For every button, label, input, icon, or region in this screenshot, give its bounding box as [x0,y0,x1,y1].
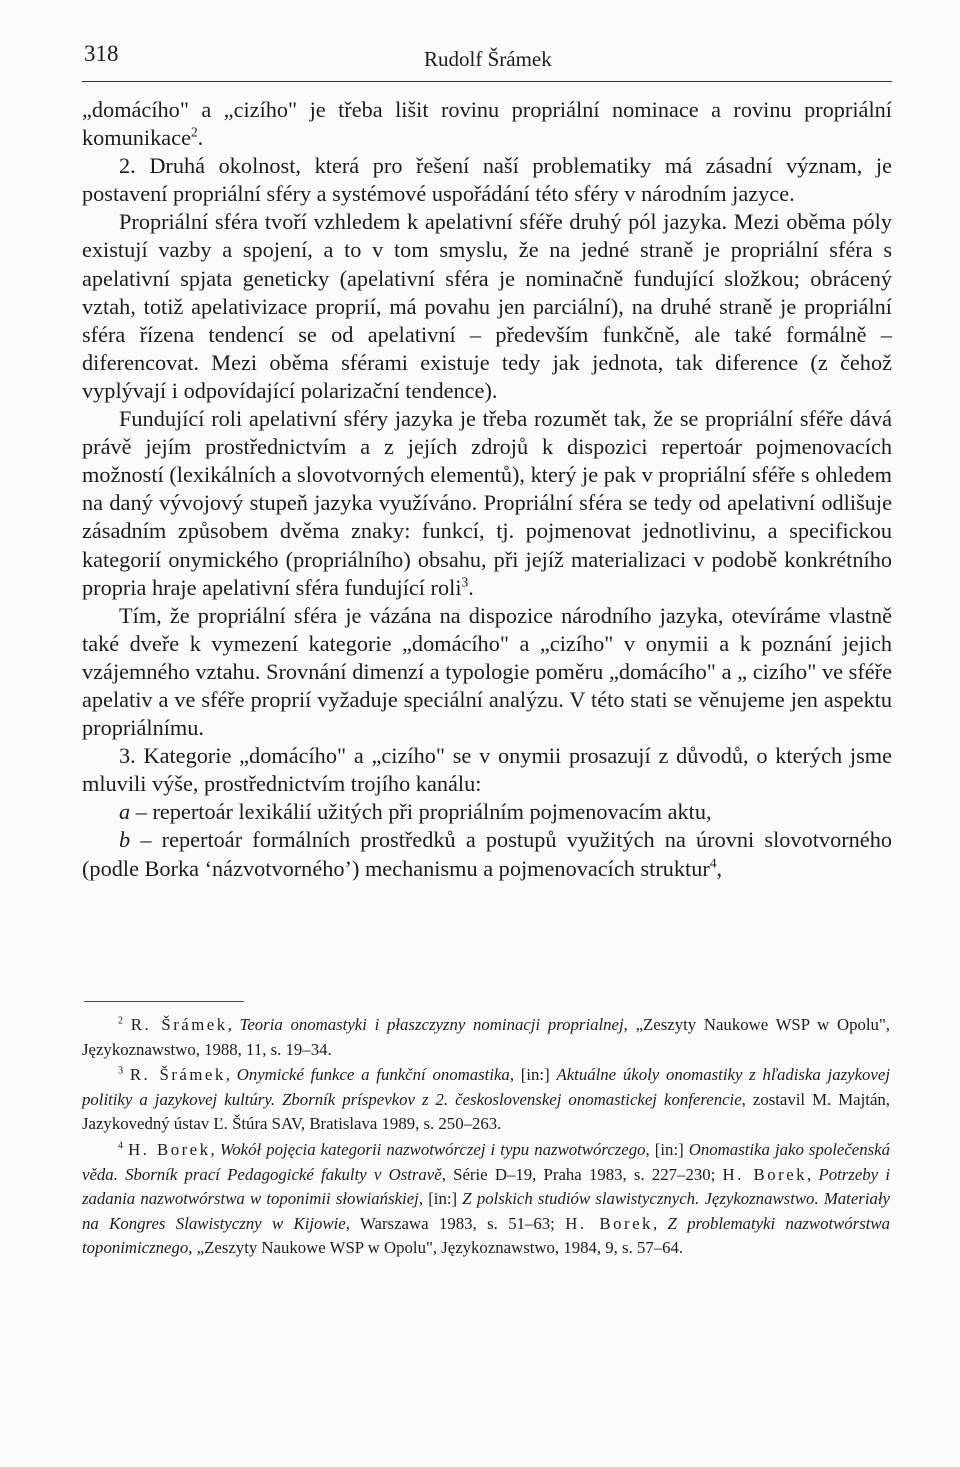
list-letter-a: a [119,799,131,825]
running-head-author: Rudolf Šrámek [424,47,552,71]
paragraph-5: Tím, že propriální sféra je vázána na dispozice národního jazyka, otevíráme vlastně také dveře k vymezení kategorie „domácího" a „cizího" v onymii a k poznání jejich vzájemného vztahu. Srovnání dimenzí a typologie poměru „domácího" a „ cizího" ve sféře apelativ a ve sféře proprií vyžaduje speciální analýzu. V této stati se věnujeme jen aspektu propriálnímu. [82,602,892,741]
footnote-rule [84,1001,244,1002]
footnote-ref-2: 2 [190,124,198,140]
paragraph-6: 3. Kategorie „domácího" a „cizího" se v onymii prosazují z důvodů, o kterých jsme mluvili výše, prostřednictvím trojího kanálu: [82,743,892,797]
footnotes [82,1013,890,1262]
header-rule [82,81,892,82]
list-letter-b: b [119,827,131,853]
list-item-b: b – repertoár formálních prostředků a postupů využitých na úrovni slovotvorného (podle Borka ‘názvotvorného’) mechanismu a pojmenovacích struktur$^4$, [82,827,892,881]
paragraph-2: 2. Druhá okolnost, která pro řešení naší problematiky má zásadní význam, je postavení propriální sféry a systémové uspořádání této sféry v národním jazyce. [82,153,892,207]
body-text [82,96,892,883]
running-header [82,38,892,82]
footnote-3: $^3$ R. Šrámek, Onymické funkce a funkční onomastika, [in:] Aktuálne úkoly onomastiky z hľadiska jazykovej politiky a jazykovej kultúry. Zborník príspevkov z 2. československej onomastickej konferencie, zostavil M. Majtán, Jazykovedný ústav Ľ. Štúra SAV, Bratislava 1989, s. 250–263. [82,1065,890,1134]
footnote-2: $^2$ R. Šrámek, Teoria onomastyki i płaszczyzny nominacji proprialnej, „Zeszyty Naukowe WSP w Opolu", Językoznawstwo, 1988, 11, s. 19–34. [82,1015,890,1059]
page-number: 318 [84,41,119,66]
footnote-4: $^4$ H. Borek, Wokół pojęcia kategorii nazwotwórczej i typu nazwotwórczego, [in:] Onomastika jako společenská věda. Sborník prací Pedagogické fakulty v Ostravě, Série D–19, Praha 1983, s. 227–230; H. Borek, Potrzeby i zadania nazwotwórstwa w toponimii słowiańskiej, [in:] Z polskich studiów slawistycznych. Językoznawstwo. Materiały na Kongres Slawistyczny w Kijowie, Warszawa 1983, s. 51–63; H. Borek, Z problematyki nazwotwórstwa toponimicznego, „Zeszyty Naukowe WSP w Opolu", Językoznawstwo, 1984, 9, s. 57–64. [82,1139,891,1258]
list-item-a: a – repertoár lexikálií užitých při propriálním pojmenovacím aktu, [119,799,712,825]
paragraph-4: Fundující roli apelativní sféry jazyka je třeba rozumět tak, že se propriální sféře dává právě jejím prostřednictvím a z jejích zdrojů k dispozici repertoár pojmenovacích možností (lexikálních a slovotvorných elementů), který je pak v propriální sféře s ohledem na daný vývojový stupeň jazyka využíváno. Propriální sféra se tedy od apelativní odlišuje zásadním způsobem dvěma znaky: funkcí, tj. pojmenovat jednotlivinu, a specifickou kategorií onymického (propriálního) obsahu, při jejíž materializaci v podobě konkrétního propria hraje apelativní sféra fundující roli$^3$. [82,406,892,600]
footnote-ref-3: 3 [461,574,469,590]
footnote-ref-4: 4 [709,855,717,871]
paragraph-3: Propriální sféra tvoří vzhledem k apelativní sféře druhý pól jazyka. Mezi oběma póly existují vazby a spojení, a to v tom smyslu, že na jedné straně je propriální sféra s apelativní spjata geneticky (apelativní sféra je nominačně fundující složkou; obrácený vztah, totiž apelativizace proprií, má povahu jen parciální), na druhé straně je propriální sféra řízena tendencí se od apelativní – především funkčně, ale také formálně – diferencovat. Mezi oběma sférami existuje tedy jak jednota, tak diference (z čehož vyplývají i odpovídající polarizační tendence). [82,209,892,403]
paragraph-1: „domácího" a „cizího" je třeba lišit rovinu propriální nominace a rovinu propriální komunikace$^2$. [82,97,892,151]
